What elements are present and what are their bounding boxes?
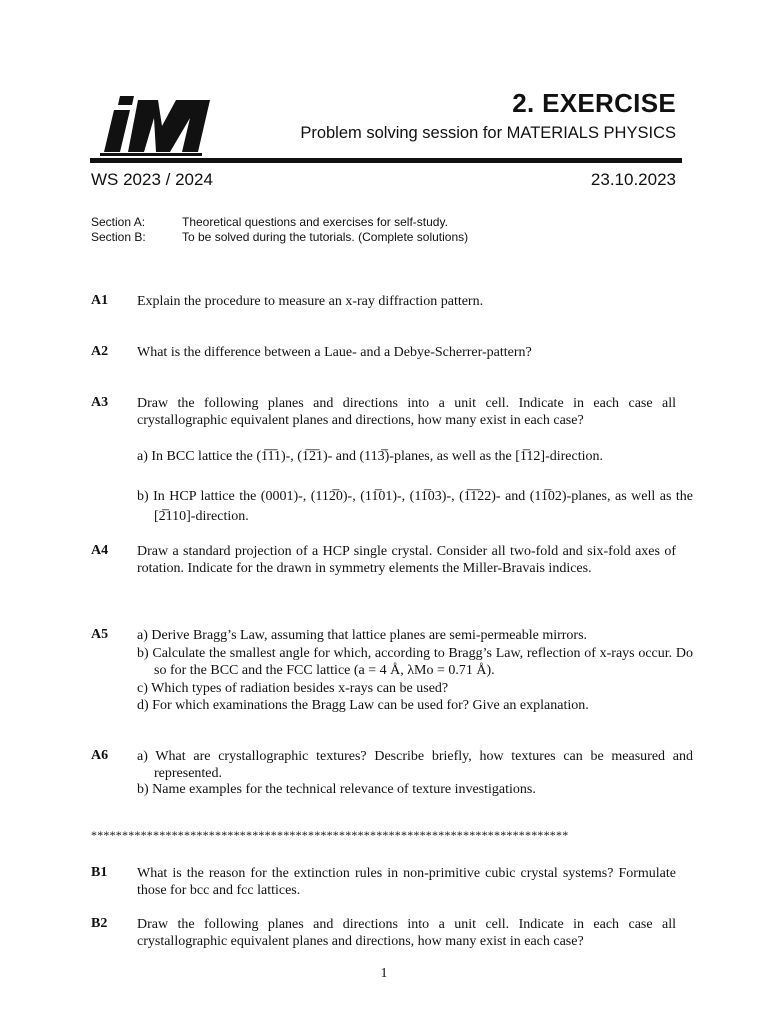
- subquestion-b: b) Name examples for the technical relevance of texture investigations.: [137, 782, 536, 797]
- subquestion-b: b) Calculate the smallest angle for which, according to Bragg’s Law, reflection of x-rays occur. Do so for the BCC and the FCC lattice (a = 4 Å, λMo = 0.71 Å).: [137, 646, 693, 678]
- question-number: A4: [91, 543, 109, 558]
- question-number: B1: [91, 865, 108, 880]
- subquestion-d: d) For which examinations the Bragg Law can be used for? Give an explanation.: [137, 698, 589, 713]
- subquestion-a: a) Derive Bragg’s Law, assuming that lattice planes are semi-permeable mirrors.: [137, 628, 588, 643]
- question-number: A6: [91, 748, 109, 763]
- course-subtitle: Problem solving session for MATERIALS PHYSICS: [300, 124, 676, 142]
- question-text: Draw the following planes and directions into a unit cell. Indicate in each case all crystallographic equivalent planes and directions, how many exist in each case?: [137, 396, 676, 428]
- section-b-description: To be solved during the tutorials. (Complete solutions): [182, 230, 469, 244]
- question-text: What is the reason for the extinction rules in non-primitive cubic crystal systems? Formulate those for bcc and fcc lattices.: [137, 866, 676, 898]
- question-number: A2: [91, 344, 109, 359]
- semester: WS 2023 / 2024: [91, 170, 213, 189]
- section-separator: *****************************************************************************: [91, 828, 569, 842]
- question-number: B2: [91, 916, 108, 931]
- question-number: A1: [91, 293, 109, 308]
- question-text: Draw the following planes and directions into a unit cell. Indicate in each case all crystallographic equivalent planes and directions, how many exist in each case?: [137, 917, 676, 949]
- question-text: What is the difference between a Laue- and a Debye-Scherrer-pattern?: [137, 345, 532, 360]
- section-a-description: Theoretical questions and exercises for self-study.: [182, 215, 448, 229]
- subquestion-a: a) In BCC lattice the (1̅1̅1)-, (1̅2̅1)- and (113̅)-planes, as well as the [1̅12]-direction.: [137, 449, 603, 464]
- institute-logo: [100, 96, 212, 156]
- exercise-date: 23.10.2023: [590, 170, 676, 189]
- question-number: A5: [91, 627, 109, 642]
- header-rule: [90, 158, 682, 163]
- question-text: Draw a standard projection of a HCP single crystal. Consider all two-fold and six-fold axes of rotation. Indicate for the drawn in symmetry elements the Miller-Bravais indices.: [137, 544, 676, 576]
- subquestion-a: a) What are crystallographic textures? Describe briefly, how textures can be measured and represented.: [137, 749, 693, 781]
- exercise-title: 2. EXERCISE: [512, 88, 676, 118]
- subquestion-c: c) Which types of radiation besides x-rays can be used?: [137, 681, 449, 696]
- question-number: A3: [91, 395, 109, 410]
- section-a-label: Section A:: [91, 215, 146, 229]
- subquestion-b: b) In HCP lattice the (0001)-, (112̅0)-, (11̅01)-, (11̅03)-, (1̅1̅22)- and (11̅02)-planes, as well as the [2̅110]-direction.: [137, 489, 693, 524]
- section-b-label: Section B:: [91, 230, 146, 244]
- page-number: 1: [380, 966, 388, 981]
- question-text: Explain the procedure to measure an x-ray diffraction pattern.: [137, 294, 484, 309]
